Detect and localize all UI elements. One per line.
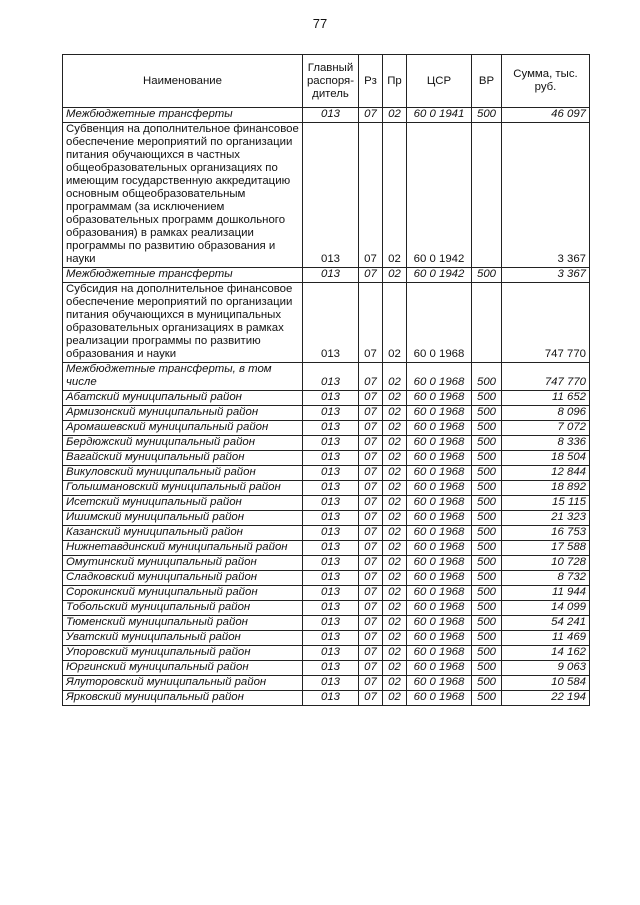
cell-pr: 02 bbox=[383, 451, 407, 466]
cell-pr: 02 bbox=[383, 526, 407, 541]
cell-sum: 11 652 bbox=[502, 391, 590, 406]
cell-sum: 14 162 bbox=[502, 646, 590, 661]
cell-name: Межбюджетные трансферты bbox=[63, 268, 303, 283]
cell-pr: 02 bbox=[383, 556, 407, 571]
cell-csr: 60 0 1968 bbox=[407, 556, 472, 571]
table-row bbox=[63, 268, 590, 283]
cell-sum: 12 844 bbox=[502, 466, 590, 481]
table-row bbox=[63, 571, 590, 586]
cell-rz: 07 bbox=[359, 676, 383, 691]
cell-grbs: 013 bbox=[303, 391, 359, 406]
table-row bbox=[63, 466, 590, 481]
cell-csr: 60 0 1968 bbox=[407, 691, 472, 706]
cell-sum: 10 584 bbox=[502, 676, 590, 691]
table-row bbox=[63, 661, 590, 676]
cell-name: Упоровский муниципальный район bbox=[63, 646, 303, 661]
cell-grbs: 013 bbox=[303, 268, 359, 283]
cell-grbs: 013 bbox=[303, 526, 359, 541]
cell-sum: 17 588 bbox=[502, 541, 590, 556]
cell-csr: 60 0 1968 bbox=[407, 661, 472, 676]
cell-sum: 3 367 bbox=[502, 123, 590, 268]
cell-rz: 07 bbox=[359, 283, 383, 363]
cell-rz: 07 bbox=[359, 586, 383, 601]
cell-csr: 60 0 1968 bbox=[407, 631, 472, 646]
cell-rz: 07 bbox=[359, 363, 383, 391]
cell-csr: 60 0 1968 bbox=[407, 283, 472, 363]
cell-pr: 02 bbox=[383, 436, 407, 451]
cell-name: Ялуторовский муниципальный район bbox=[63, 676, 303, 691]
cell-csr: 60 0 1968 bbox=[407, 646, 472, 661]
cell-rz: 07 bbox=[359, 406, 383, 421]
cell-name: Ишимский муниципальный район bbox=[63, 511, 303, 526]
cell-pr: 02 bbox=[383, 496, 407, 511]
cell-rz: 07 bbox=[359, 691, 383, 706]
cell-rz: 07 bbox=[359, 108, 383, 123]
cell-grbs: 013 bbox=[303, 571, 359, 586]
cell-name: Викуловский муниципальный район bbox=[63, 466, 303, 481]
cell-rz: 07 bbox=[359, 481, 383, 496]
cell-rz: 07 bbox=[359, 466, 383, 481]
cell-pr: 02 bbox=[383, 541, 407, 556]
cell-grbs: 013 bbox=[303, 123, 359, 268]
cell-vr: 500 bbox=[472, 616, 502, 631]
cell-pr: 02 bbox=[383, 676, 407, 691]
cell-pr: 02 bbox=[383, 691, 407, 706]
cell-vr: 500 bbox=[472, 511, 502, 526]
table-row bbox=[63, 481, 590, 496]
table-row bbox=[63, 676, 590, 691]
cell-vr: 500 bbox=[472, 541, 502, 556]
cell-vr: 500 bbox=[472, 406, 502, 421]
cell-pr: 02 bbox=[383, 661, 407, 676]
cell-rz: 07 bbox=[359, 496, 383, 511]
cell-sum: 16 753 bbox=[502, 526, 590, 541]
cell-grbs: 013 bbox=[303, 466, 359, 481]
cell-sum: 15 115 bbox=[502, 496, 590, 511]
cell-vr: 500 bbox=[472, 661, 502, 676]
header-name: Наименование bbox=[63, 55, 303, 108]
cell-grbs: 013 bbox=[303, 631, 359, 646]
cell-sum: 11 944 bbox=[502, 586, 590, 601]
cell-name: Казанский муниципальный район bbox=[63, 526, 303, 541]
table-row bbox=[63, 586, 590, 601]
cell-pr: 02 bbox=[383, 123, 407, 268]
cell-name: Абатский муниципальный район bbox=[63, 391, 303, 406]
cell-csr: 60 0 1968 bbox=[407, 496, 472, 511]
cell-sum: 3 367 bbox=[502, 268, 590, 283]
cell-vr: 500 bbox=[472, 646, 502, 661]
table-row bbox=[63, 451, 590, 466]
cell-pr: 02 bbox=[383, 586, 407, 601]
cell-grbs: 013 bbox=[303, 616, 359, 631]
cell-vr: 500 bbox=[472, 436, 502, 451]
cell-sum: 14 099 bbox=[502, 601, 590, 616]
cell-pr: 02 bbox=[383, 268, 407, 283]
header-vr: ВР bbox=[472, 55, 502, 108]
cell-name: Субвенция на дополнительное финансовое обеспечение мероприятий по организации питания обучающихся в частных общеобразовательных организациях по имеющим государственную аккредитацию основным общеобразовательным программам (за исключением образовательных программ дошкольного образования) в рамках реализации программы по развитию образования и науки bbox=[63, 123, 303, 268]
cell-rz: 07 bbox=[359, 661, 383, 676]
cell-grbs: 013 bbox=[303, 451, 359, 466]
cell-csr: 60 0 1968 bbox=[407, 436, 472, 451]
header-rz: Рз bbox=[359, 55, 383, 108]
cell-name: Аромашевский муниципальный район bbox=[63, 421, 303, 436]
cell-name: Вагайский муниципальный район bbox=[63, 451, 303, 466]
cell-csr: 60 0 1968 bbox=[407, 406, 472, 421]
cell-name: Исетский муниципальный район bbox=[63, 496, 303, 511]
cell-grbs: 013 bbox=[303, 646, 359, 661]
cell-csr: 60 0 1968 bbox=[407, 676, 472, 691]
cell-vr: 500 bbox=[472, 676, 502, 691]
cell-grbs: 013 bbox=[303, 661, 359, 676]
cell-sum: 747 770 bbox=[502, 363, 590, 391]
cell-csr: 60 0 1968 bbox=[407, 466, 472, 481]
cell-rz: 07 bbox=[359, 541, 383, 556]
cell-csr: 60 0 1942 bbox=[407, 123, 472, 268]
table-row bbox=[63, 108, 590, 123]
cell-name: Голышмановский муниципальный район bbox=[63, 481, 303, 496]
cell-sum: 10 728 bbox=[502, 556, 590, 571]
header-sum: Сумма, тыс. руб. bbox=[502, 55, 590, 108]
cell-name: Омутинский муниципальный район bbox=[63, 556, 303, 571]
cell-vr: 500 bbox=[472, 451, 502, 466]
cell-name: Ярковский муниципальный район bbox=[63, 691, 303, 706]
table-row bbox=[63, 363, 590, 391]
cell-csr: 60 0 1968 bbox=[407, 586, 472, 601]
cell-rz: 07 bbox=[359, 526, 383, 541]
cell-pr: 02 bbox=[383, 283, 407, 363]
table-row bbox=[63, 436, 590, 451]
cell-grbs: 013 bbox=[303, 363, 359, 391]
table-row bbox=[63, 556, 590, 571]
table-row bbox=[63, 406, 590, 421]
cell-rz: 07 bbox=[359, 391, 383, 406]
cell-pr: 02 bbox=[383, 511, 407, 526]
cell-sum: 7 072 bbox=[502, 421, 590, 436]
cell-sum: 8 336 bbox=[502, 436, 590, 451]
cell-vr: 500 bbox=[472, 363, 502, 391]
cell-vr: 500 bbox=[472, 691, 502, 706]
cell-csr: 60 0 1968 bbox=[407, 541, 472, 556]
table-row bbox=[63, 391, 590, 406]
cell-csr: 60 0 1968 bbox=[407, 451, 472, 466]
cell-name: Тюменский муниципальный район bbox=[63, 616, 303, 631]
table-body bbox=[63, 108, 590, 706]
cell-sum: 8 732 bbox=[502, 571, 590, 586]
table-row bbox=[63, 421, 590, 436]
table-row bbox=[63, 691, 590, 706]
cell-rz: 07 bbox=[359, 571, 383, 586]
cell-vr: 500 bbox=[472, 421, 502, 436]
cell-rz: 07 bbox=[359, 616, 383, 631]
cell-csr: 60 0 1968 bbox=[407, 421, 472, 436]
table-row bbox=[63, 541, 590, 556]
cell-pr: 02 bbox=[383, 646, 407, 661]
cell-rz: 07 bbox=[359, 451, 383, 466]
cell-grbs: 013 bbox=[303, 556, 359, 571]
cell-grbs: 013 bbox=[303, 406, 359, 421]
cell-vr: 500 bbox=[472, 601, 502, 616]
table-row bbox=[63, 616, 590, 631]
cell-name: Субсидия на дополнительное финансовое обеспечение мероприятий по организации питания обучающихся в муниципальных образовательных организациях в рамках реализации программы по развитию образования и науки bbox=[63, 283, 303, 363]
cell-name: Тобольский муниципальный район bbox=[63, 601, 303, 616]
header-pr: Пр bbox=[383, 55, 407, 108]
cell-grbs: 013 bbox=[303, 421, 359, 436]
cell-grbs: 013 bbox=[303, 511, 359, 526]
cell-vr: 500 bbox=[472, 481, 502, 496]
cell-name: Армизонский муниципальный район bbox=[63, 406, 303, 421]
cell-sum: 9 063 bbox=[502, 661, 590, 676]
cell-vr: 500 bbox=[472, 586, 502, 601]
cell-rz: 07 bbox=[359, 436, 383, 451]
cell-sum: 21 323 bbox=[502, 511, 590, 526]
table-row bbox=[63, 526, 590, 541]
cell-vr bbox=[472, 283, 502, 363]
cell-rz: 07 bbox=[359, 511, 383, 526]
cell-name: Сорокинский муниципальный район bbox=[63, 586, 303, 601]
cell-vr: 500 bbox=[472, 466, 502, 481]
cell-vr: 500 bbox=[472, 268, 502, 283]
table-row bbox=[63, 601, 590, 616]
cell-sum: 46 097 bbox=[502, 108, 590, 123]
cell-grbs: 013 bbox=[303, 283, 359, 363]
cell-csr: 60 0 1968 bbox=[407, 616, 472, 631]
cell-name: Межбюджетные трансферты bbox=[63, 108, 303, 123]
cell-vr: 500 bbox=[472, 571, 502, 586]
cell-pr: 02 bbox=[383, 466, 407, 481]
cell-csr: 60 0 1968 bbox=[407, 571, 472, 586]
table-row bbox=[63, 496, 590, 511]
cell-csr: 60 0 1942 bbox=[407, 268, 472, 283]
cell-pr: 02 bbox=[383, 481, 407, 496]
cell-name: Бердюжский муниципальный район bbox=[63, 436, 303, 451]
cell-vr: 500 bbox=[472, 108, 502, 123]
cell-rz: 07 bbox=[359, 268, 383, 283]
cell-name: Юргинский муниципальный район bbox=[63, 661, 303, 676]
cell-vr: 500 bbox=[472, 496, 502, 511]
cell-grbs: 013 bbox=[303, 436, 359, 451]
table-row bbox=[63, 631, 590, 646]
cell-rz: 07 bbox=[359, 123, 383, 268]
cell-pr: 02 bbox=[383, 571, 407, 586]
cell-pr: 02 bbox=[383, 363, 407, 391]
cell-csr: 60 0 1968 bbox=[407, 481, 472, 496]
cell-rz: 07 bbox=[359, 556, 383, 571]
cell-grbs: 013 bbox=[303, 481, 359, 496]
cell-rz: 07 bbox=[359, 421, 383, 436]
cell-rz: 07 bbox=[359, 631, 383, 646]
cell-pr: 02 bbox=[383, 616, 407, 631]
cell-sum: 18 892 bbox=[502, 481, 590, 496]
cell-grbs: 013 bbox=[303, 691, 359, 706]
cell-grbs: 013 bbox=[303, 601, 359, 616]
cell-csr: 60 0 1941 bbox=[407, 108, 472, 123]
cell-pr: 02 bbox=[383, 601, 407, 616]
table-row bbox=[63, 283, 590, 363]
cell-pr: 02 bbox=[383, 631, 407, 646]
cell-csr: 60 0 1968 bbox=[407, 363, 472, 391]
cell-csr: 60 0 1968 bbox=[407, 526, 472, 541]
cell-vr bbox=[472, 123, 502, 268]
cell-pr: 02 bbox=[383, 391, 407, 406]
cell-sum: 747 770 bbox=[502, 283, 590, 363]
cell-csr: 60 0 1968 bbox=[407, 601, 472, 616]
cell-grbs: 013 bbox=[303, 676, 359, 691]
cell-name: Уватский муниципальный район bbox=[63, 631, 303, 646]
cell-sum: 8 096 bbox=[502, 406, 590, 421]
cell-rz: 07 bbox=[359, 601, 383, 616]
cell-pr: 02 bbox=[383, 406, 407, 421]
table-header bbox=[63, 55, 590, 108]
cell-vr: 500 bbox=[472, 391, 502, 406]
cell-pr: 02 bbox=[383, 108, 407, 123]
cell-sum: 54 241 bbox=[502, 616, 590, 631]
table-row bbox=[63, 511, 590, 526]
cell-grbs: 013 bbox=[303, 108, 359, 123]
cell-pr: 02 bbox=[383, 421, 407, 436]
cell-name: Нижнетавдинский муниципальный район bbox=[63, 541, 303, 556]
cell-sum: 11 469 bbox=[502, 631, 590, 646]
cell-vr: 500 bbox=[472, 631, 502, 646]
cell-csr: 60 0 1968 bbox=[407, 511, 472, 526]
budget-table bbox=[62, 54, 590, 706]
cell-vr: 500 bbox=[472, 526, 502, 541]
table-row bbox=[63, 646, 590, 661]
header-grbs: Главный распоря-дитель bbox=[303, 55, 359, 108]
cell-grbs: 013 bbox=[303, 496, 359, 511]
cell-csr: 60 0 1968 bbox=[407, 391, 472, 406]
cell-grbs: 013 bbox=[303, 541, 359, 556]
cell-rz: 07 bbox=[359, 646, 383, 661]
table-row bbox=[63, 123, 590, 268]
cell-grbs: 013 bbox=[303, 586, 359, 601]
cell-sum: 22 194 bbox=[502, 691, 590, 706]
cell-name: Сладковский муниципальный район bbox=[63, 571, 303, 586]
page-number: 77 bbox=[312, 16, 328, 31]
cell-vr: 500 bbox=[472, 556, 502, 571]
header-csr: ЦСР bbox=[407, 55, 472, 108]
cell-name: Межбюджетные трансферты, в том числе bbox=[63, 363, 303, 391]
cell-sum: 18 504 bbox=[502, 451, 590, 466]
